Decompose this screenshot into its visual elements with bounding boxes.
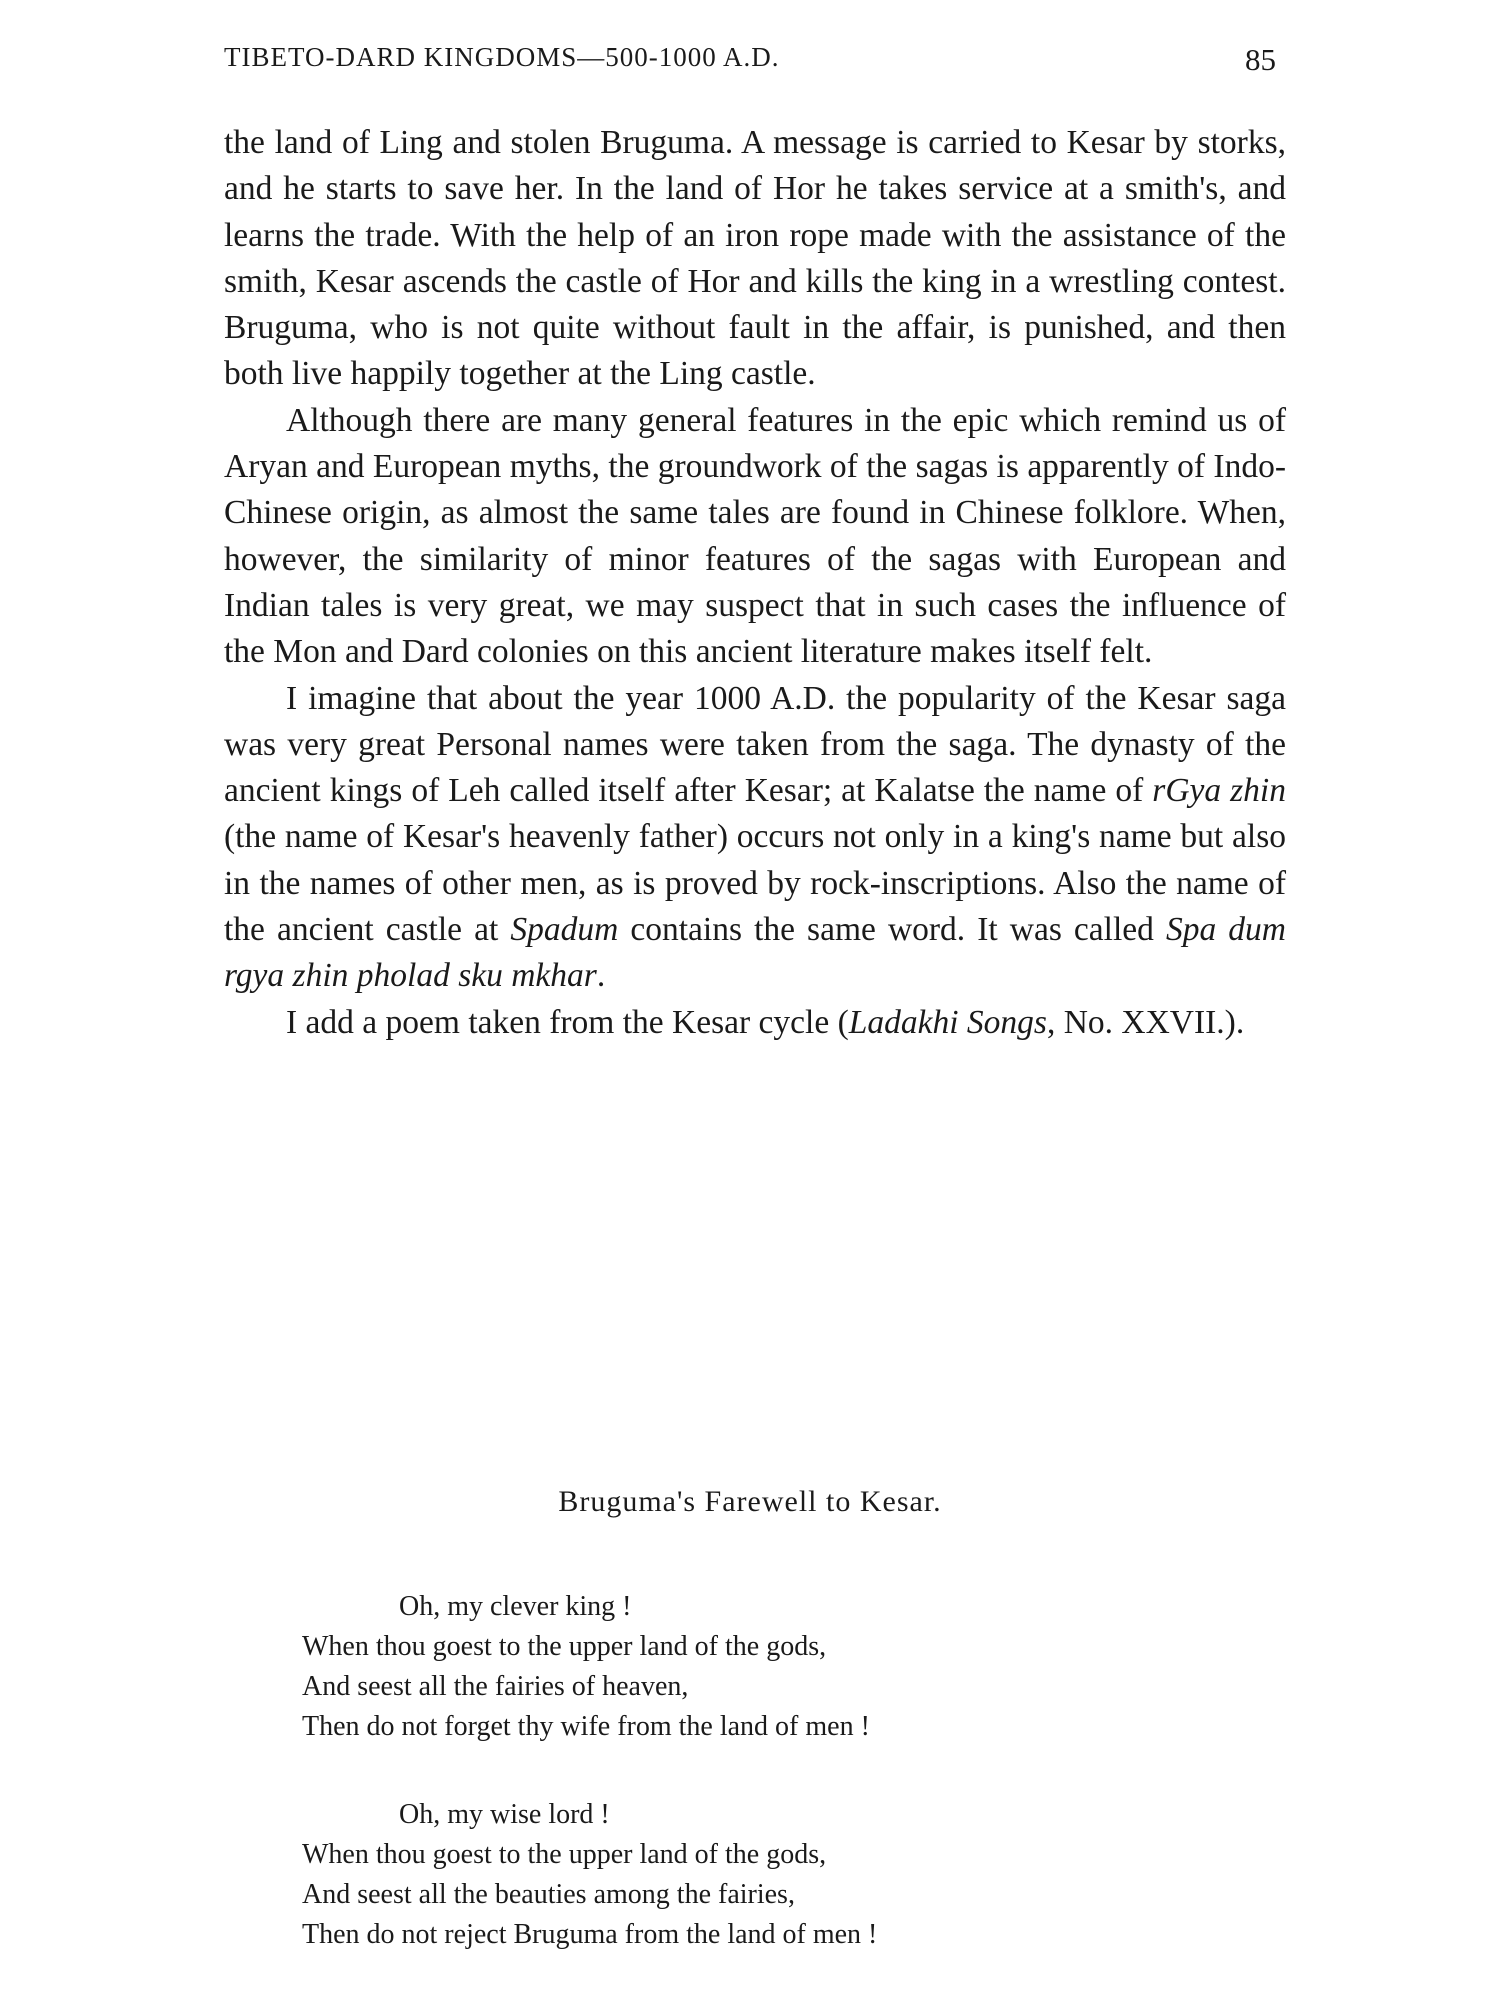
paragraph-3 bbox=[224, 676, 1286, 1000]
poem-line: When thou goest to the upper land of the gods, bbox=[302, 1631, 827, 1662]
page-number: 85 bbox=[1245, 42, 1276, 77]
poem-stanza-2 bbox=[302, 1795, 1202, 1955]
paragraph-3-text: contains the same word. It was called bbox=[618, 911, 1166, 949]
running-head bbox=[224, 42, 1276, 82]
poem-line: And seest all the beauties among the fairies, bbox=[302, 1879, 795, 1910]
poem-line: Oh, my clever king ! bbox=[399, 1591, 632, 1622]
italic-spadum: Spadum bbox=[510, 911, 619, 949]
italic-castle-name: Spa dum rgya zhin pholad sku mkhar bbox=[224, 911, 1286, 995]
paragraph-3-text: . bbox=[596, 957, 606, 995]
poem-line: Oh, my wise lord ! bbox=[399, 1799, 610, 1830]
paragraph-2: Although there are many general features in the epic which remind us of Aryan and European myths, the groundwork of the sagas is apparently of Indo-Chinese origin, as almost the same tales are found in Chinese folklore. When, however, the similarity of minor features of the sagas with European and Indian tales is very great, we may suspect that in such cases the influence of the Mon and Dard colonies on this ancient literature makes itself felt. bbox=[224, 401, 1286, 671]
paragraph-4 bbox=[224, 1000, 1286, 1046]
paragraph-1: the land of Ling and stolen Bruguma. A message is carried to Kesar by storks, and he starts to save her. In the land of Hor he takes service at a smith's, and learns the trade. With the help of an iron rope made with the assistance of the smith, Kesar ascends the castle of Hor and kills the king in a wrestling contest. Bruguma, who is not quite without fault in the affair, is punished, and then both live happily together at the Ling castle. bbox=[224, 124, 1286, 393]
poem-line: And seest all the fairies of heaven, bbox=[302, 1671, 689, 1702]
body-text bbox=[224, 120, 1286, 1046]
paragraph-4-text: , No. XXVII.). bbox=[1046, 1003, 1245, 1041]
poem-line: When thou goest to the upper land of the gods, bbox=[302, 1839, 827, 1870]
poem-stanza-1 bbox=[302, 1587, 1202, 1747]
italic-rgya-zhin: rGya zhin bbox=[1152, 772, 1286, 810]
paragraph-4-text: I add a poem taken from the Kesar cycle ( bbox=[286, 1003, 849, 1041]
italic-ladakhi-songs: Ladakhi Songs bbox=[848, 1003, 1047, 1041]
poem-line: Then do not forget thy wife from the land of men ! bbox=[302, 1711, 870, 1742]
poem-title: Bruguma's Farewell to Kesar. bbox=[558, 1485, 942, 1518]
running-title: TIBETO-DARD KINGDOMS—500-1000 A.D. bbox=[224, 42, 780, 72]
poem-line: Then do not reject Bruguma from the land of men ! bbox=[302, 1919, 878, 1950]
paragraph-3-text: (the name of Kesar's heavenly father) occurs not only in a king's name but also in the names of other men, as is proved by rock-inscriptions. Also the name of the ancient castle at bbox=[224, 818, 1286, 949]
paragraph-3-text: I imagine that about the year 1000 A.D. the popularity of the Kesar saga was very great Personal names were taken from the saga. The dynasty of the ancient kings of Leh called itself after Kesar; at Kalatse the name of bbox=[224, 679, 1286, 810]
